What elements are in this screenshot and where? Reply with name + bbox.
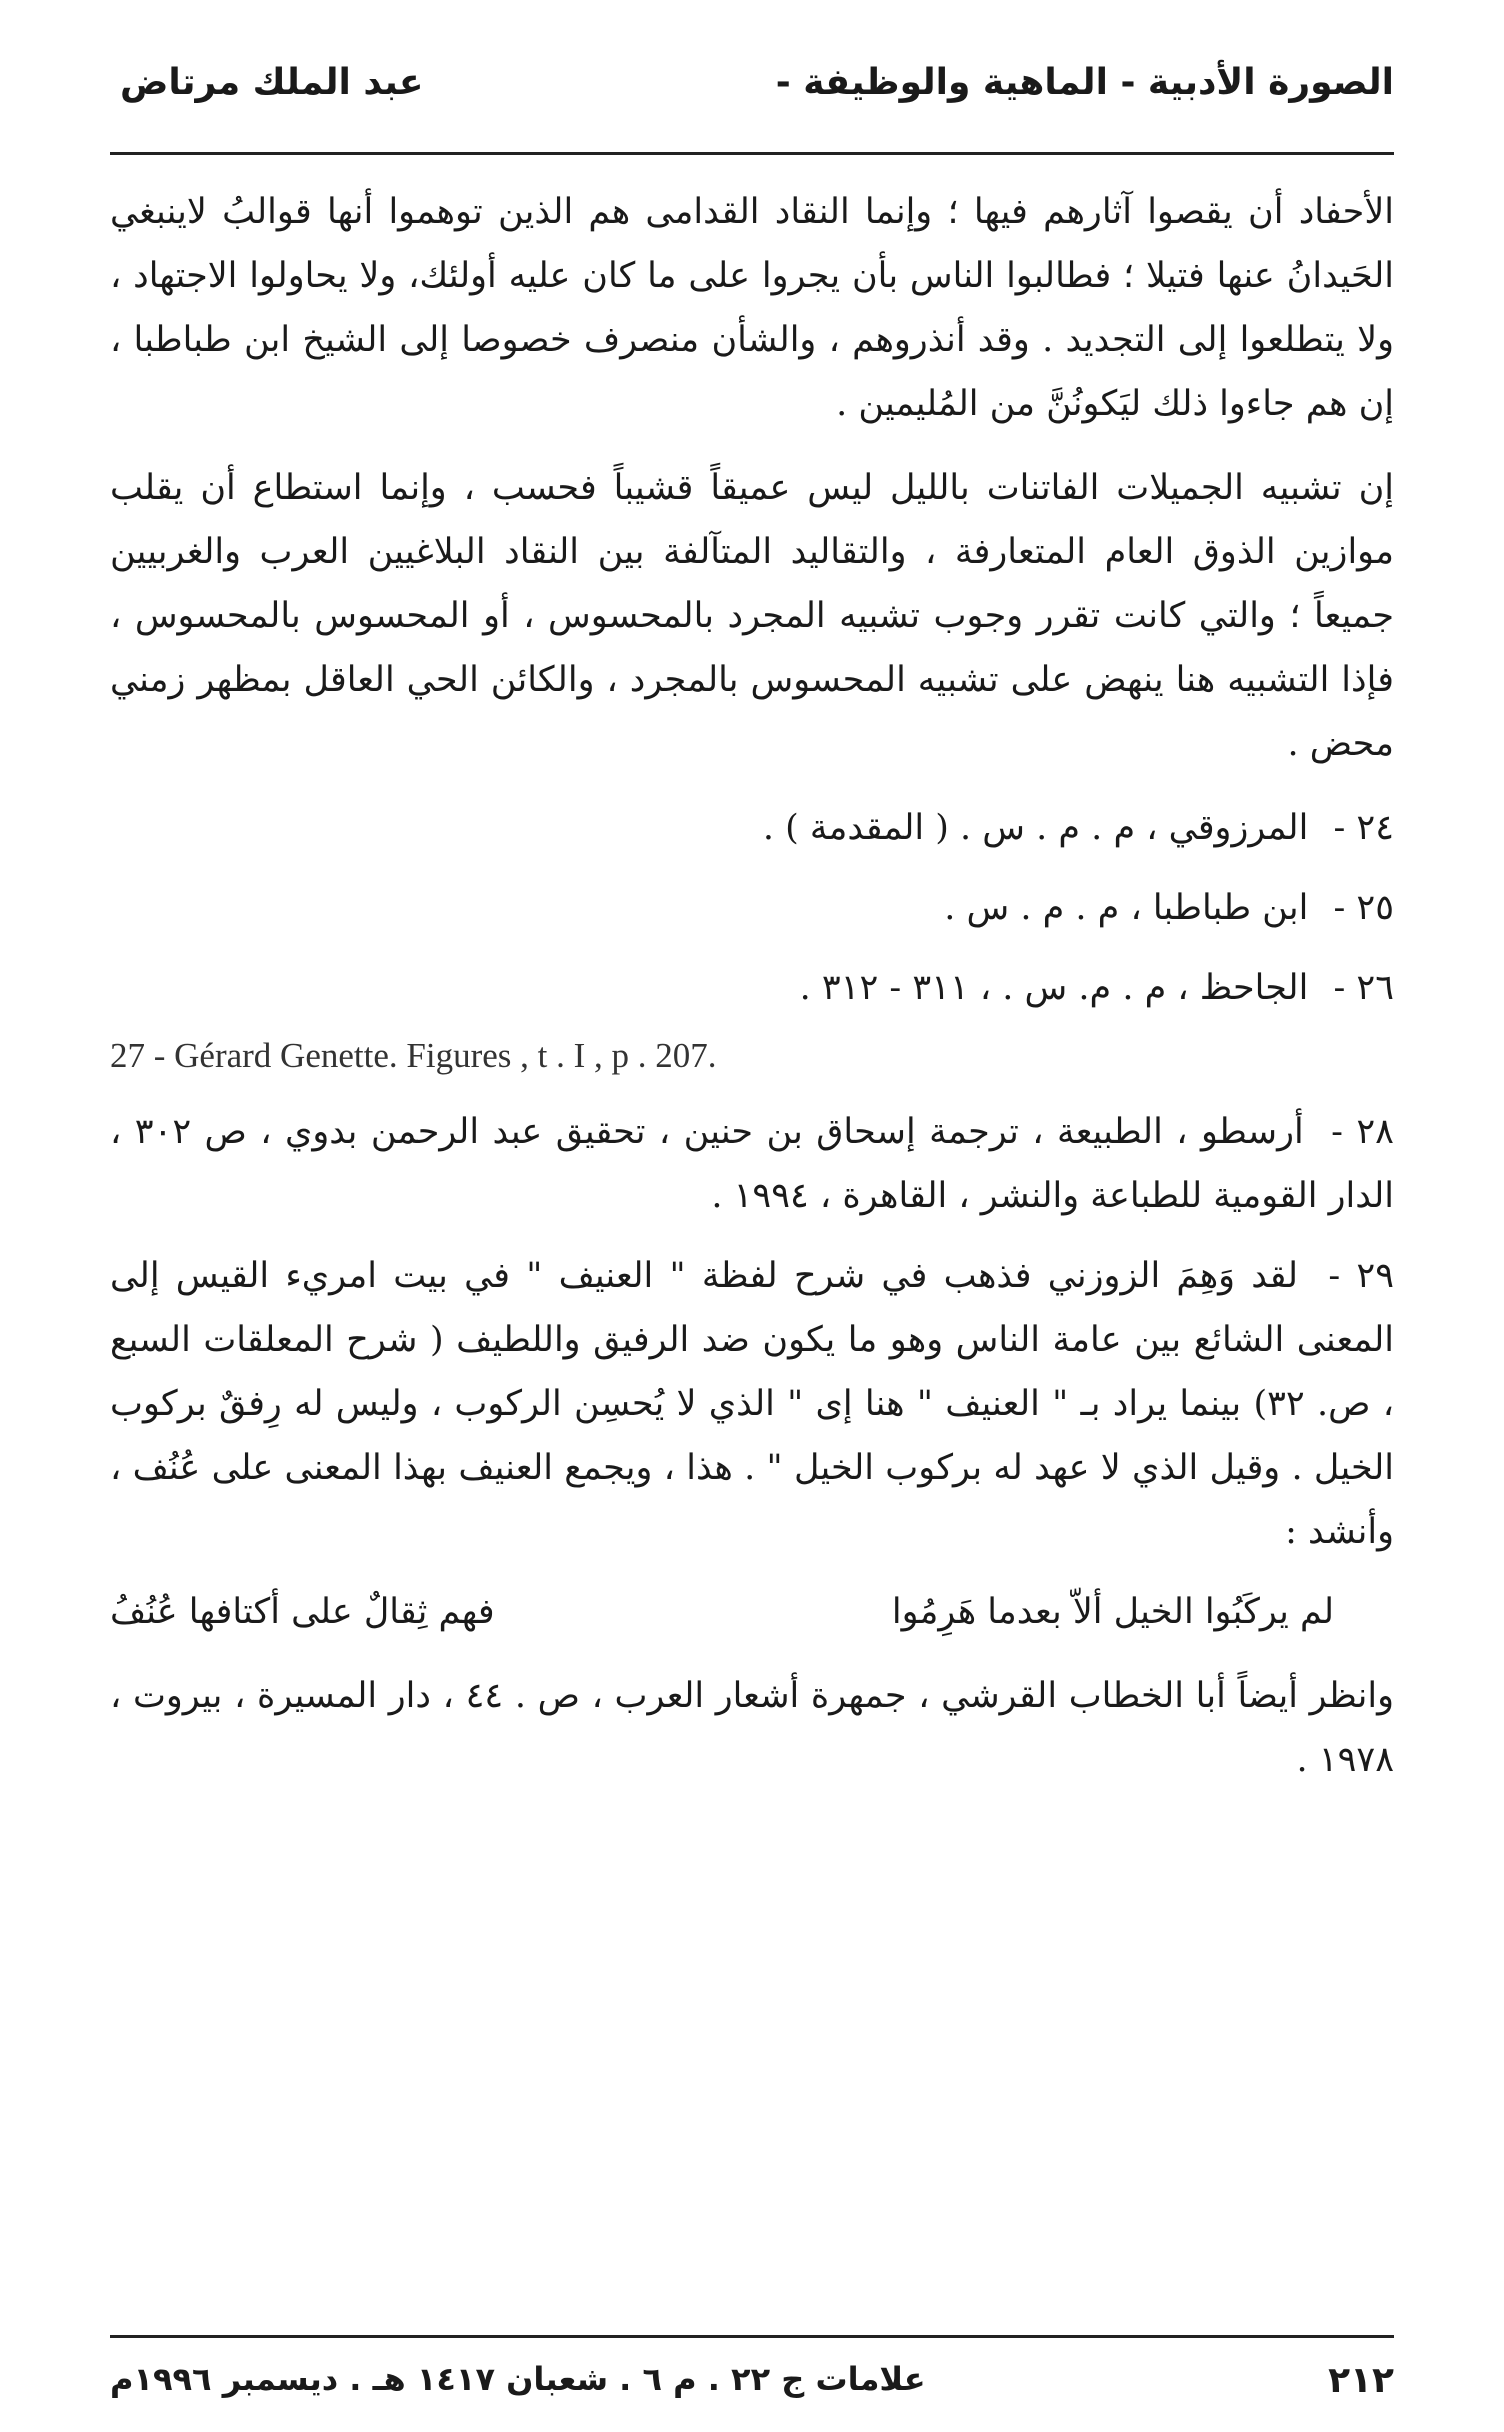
paragraph-1: الأحفاد أن يقصوا آثارهم فيها ؛ وإنما النقاد القدامى هم الذين توهموا أنها قوالبُ لاينبغي الحَيدانُ عنها فتيلا ؛ فطالبوا الناس بأن يجروا على ما كان عليه أولئك، ولا يحاولوا الاجتهاد ، ولا يتطلعوا إلى التجديد . وقد أنذروهم ، والشأن منصرف خصوصا إلى الشيخ ابن طباطبا ، إن هم جاءوا ذلك ليَكونُنَّ من المُليمين . [110,192,1394,424]
author-name: عبد الملك مرتاض [120,62,424,103]
footnote-number: ٢٤ - [1333,808,1394,848]
footnote-number: ٢٨ - [1331,1112,1394,1152]
poetry-verse [110,1580,1394,1644]
footnote-text: أرسطو ، الطبيعة ، ترجمة إسحاق بن حنين ، تحقيق عبد الرحمن بدوي ، ص ٣٠٢ ، الدار القومية للطباعة والنشر ، القاهرة ، ١٩٩٤ . [110,1112,1394,1216]
footnote-29-continuation: وانظر أيضاً أبا الخطاب القرشي ، جمهرة أشعار العرب ، ص . ٤٤ ، دار المسيرة ، بيروت ، ١٩٧٨ . [110,1676,1394,1780]
footnote-text: المرزوقي ، م . م . س . ( المقدمة ) . [762,808,1309,848]
footnote-number: ٢٥ - [1333,888,1394,928]
footnote-27: 27 - Gérard Genette. Figures , t . I , p . 207. [110,1036,717,1075]
running-header [110,62,1394,155]
main-text [110,180,1394,1812]
footnote-26 [110,956,1394,1020]
footnote-25 [110,876,1394,940]
footnote-number: ٢٦ - [1333,968,1394,1008]
footnote-24 [110,796,1394,860]
journal-citation: علامات ج ٢٢ . م ٦ . شعبان ١٤١٧ هـ . ديسمبر ١٩٩٦م [110,2360,926,2398]
verse-second-hemistich: فهم ثِقالٌ على أكتافها عُنُفُ [110,1592,495,1632]
footnote-text: الجاحظ ، م . م. س . ، ٣١١ - ٣١٢ . [799,968,1309,1008]
paragraph-2: إن تشبيه الجميلات الفاتنات بالليل ليس عميقاً قشيباً فحسب ، وإنما استطاع أن يقلب موازين الذوق العام المتعارفة ، والتقاليد المتآلفة بين النقاد البلاغيين العرب والغربيين جميعاً ؛ والتي كانت تقرر وجوب تشبيه المجرد بالمحسوس ، أو المحسوس بالمحسوس ، فإذا التشبيه هنا ينهض على تشبيه المحسوس بالمجرد ، والكائن الحي العاقل بمظهر زمني محض . [110,468,1394,764]
footnote-text: لقد وَهِمَ الزوزني فذهب في شرح لفظة " العنيف " في بيت امريء القيس إلى المعنى الشائع بين عامة الناس وهو ما يكون ضد الرفيق واللطيف ( شرح المعلقات السبع ، ص. ٣٢) بينما يراد بـ " العنيف " هنا إى " الذي لا يُحسِن الركوب ، وليس له رِفقٌ بركوب الخيل . وقيل الذي لا عهد له بركوب الخيل " . هذا ، ويجمع العنيف بهذا المعنى على عُنُف ، وأنشد : [110,1256,1394,1552]
footnote-28 [110,1100,1394,1228]
running-footer [110,2335,1394,2418]
footnote-number: ٢٩ - [1328,1256,1394,1296]
verse-first-hemistich: لم يركَبُوا الخيل ألاّ بعدما هَرِمُوا [891,1592,1334,1632]
chapter-title: الصورة الأدبية - الماهية والوظيفة - [775,62,1394,103]
footnote-text: ابن طباطبا ، م . م . س . [944,888,1309,928]
footnote-29 [110,1244,1394,1564]
page-number: ٢١٢ [1328,2360,1394,2401]
